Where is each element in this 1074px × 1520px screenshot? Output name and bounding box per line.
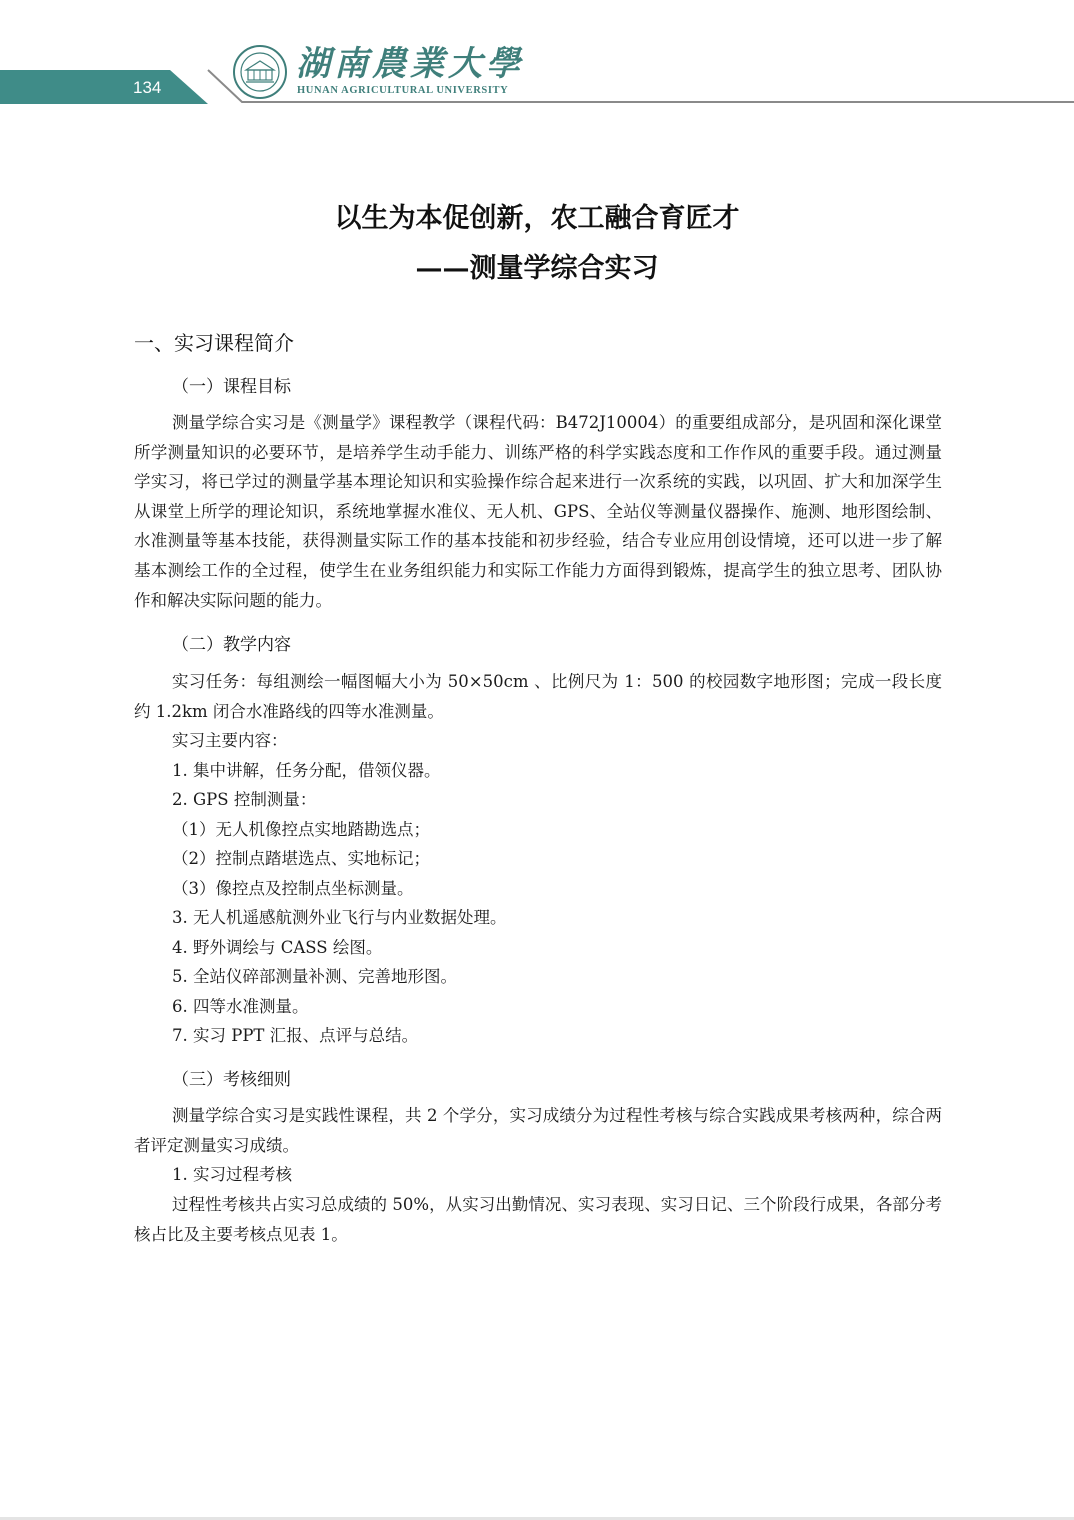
paragraph-task: 实习任务：每组测绘一幅图幅大小为 50×50cm 、比例尺为 1：500 的校园数字地形图；完成一段长度约 1.2km 闭合水准路线的四等水准测量。: [134, 672, 942, 721]
subsection-heading-assessment: （三）考核细则: [172, 1070, 291, 1090]
university-name-cn: 湖南農業大學: [296, 44, 524, 84]
document-title: 以生为本促创新，农工融合育匠才: [334, 203, 740, 234]
list-item: 1. 实习过程考核: [172, 1165, 292, 1184]
page-header: [0, 0, 1074, 110]
university-name-en: HUNAN AGRICULTURAL UNIVERSITY: [297, 85, 509, 96]
page-number: 134: [133, 78, 162, 97]
list-item: 1. 集中讲解，任务分配，借领仪器。: [172, 761, 441, 780]
document-subtitle: ——测量学综合实习: [415, 253, 659, 284]
list-item: 5. 全站仪碎部测量补测、完善地形图。: [172, 967, 457, 986]
list-item: （1）无人机像控点实地踏勘选点；: [172, 820, 430, 839]
list-item: 2. GPS 控制测量：: [172, 790, 317, 809]
subsection-heading-content: （二）教学内容: [172, 635, 291, 655]
list-item: 7. 实习 PPT 汇报、点评与总结。: [172, 1026, 419, 1045]
list-item: 4. 野外调绘与 CASS 绘图。: [172, 938, 383, 957]
list-item: （3）像控点及控制点坐标测量。: [172, 879, 414, 898]
main-content-label: 实习主要内容：: [172, 731, 288, 750]
list-item: （2）控制点踏堪选点、实地标记；: [172, 849, 430, 868]
section-heading: 一、实习课程简介: [134, 331, 294, 355]
paragraph-process-assessment: 过程性考核共占实习总成绩的 50%，从实习出勤情况、实习表现、实习日记、三个阶段行成果，各部分考核占比及主要考核点见表 1。: [134, 1195, 942, 1244]
paragraph-assessment: 测量学综合实习是实践性课程，共 2 个学分，实习成绩分为过程性考核与综合实践成果考核两种，综合两者评定测量实习成绩。: [134, 1106, 942, 1155]
subsection-heading-goals: （一）课程目标: [172, 377, 291, 397]
header-rule: [0, 0, 1074, 110]
list-item: 3. 无人机遥感航测外业飞行与内业数据处理。: [172, 908, 507, 927]
list-item: 6. 四等水准测量。: [172, 997, 309, 1016]
university-emblem-icon: [232, 44, 288, 100]
paragraph-goals: 测量学综合实习是《测量学》课程教学（课程代码：B472J10004）的重要组成部分，是巩固和深化课堂所学测量知识的必要环节，是培养学生动手能力、训练严格的科学实践态度和工作作风的重要手段。通过测量学实习，将已学过的测量学基本理论知识和实验操作综合起来进行一次系统的实践，以巩固、扩大和加深学生从课堂上所学的理论知识，系统地掌握水准仪、无人机、GPS、全站仪等测量仪器操作、施测、地形图绘制、水准测量等基本技能，获得测量实际工作的基本技能和初步经验，结合专业应用创设情境，还可以进一步了解基本测绘工作的全过程，使学生在业务组织能力和实际工作能力方面得到锻炼，提高学生的独立思考、团队协作和解决实际问题的能力。: [134, 413, 942, 610]
